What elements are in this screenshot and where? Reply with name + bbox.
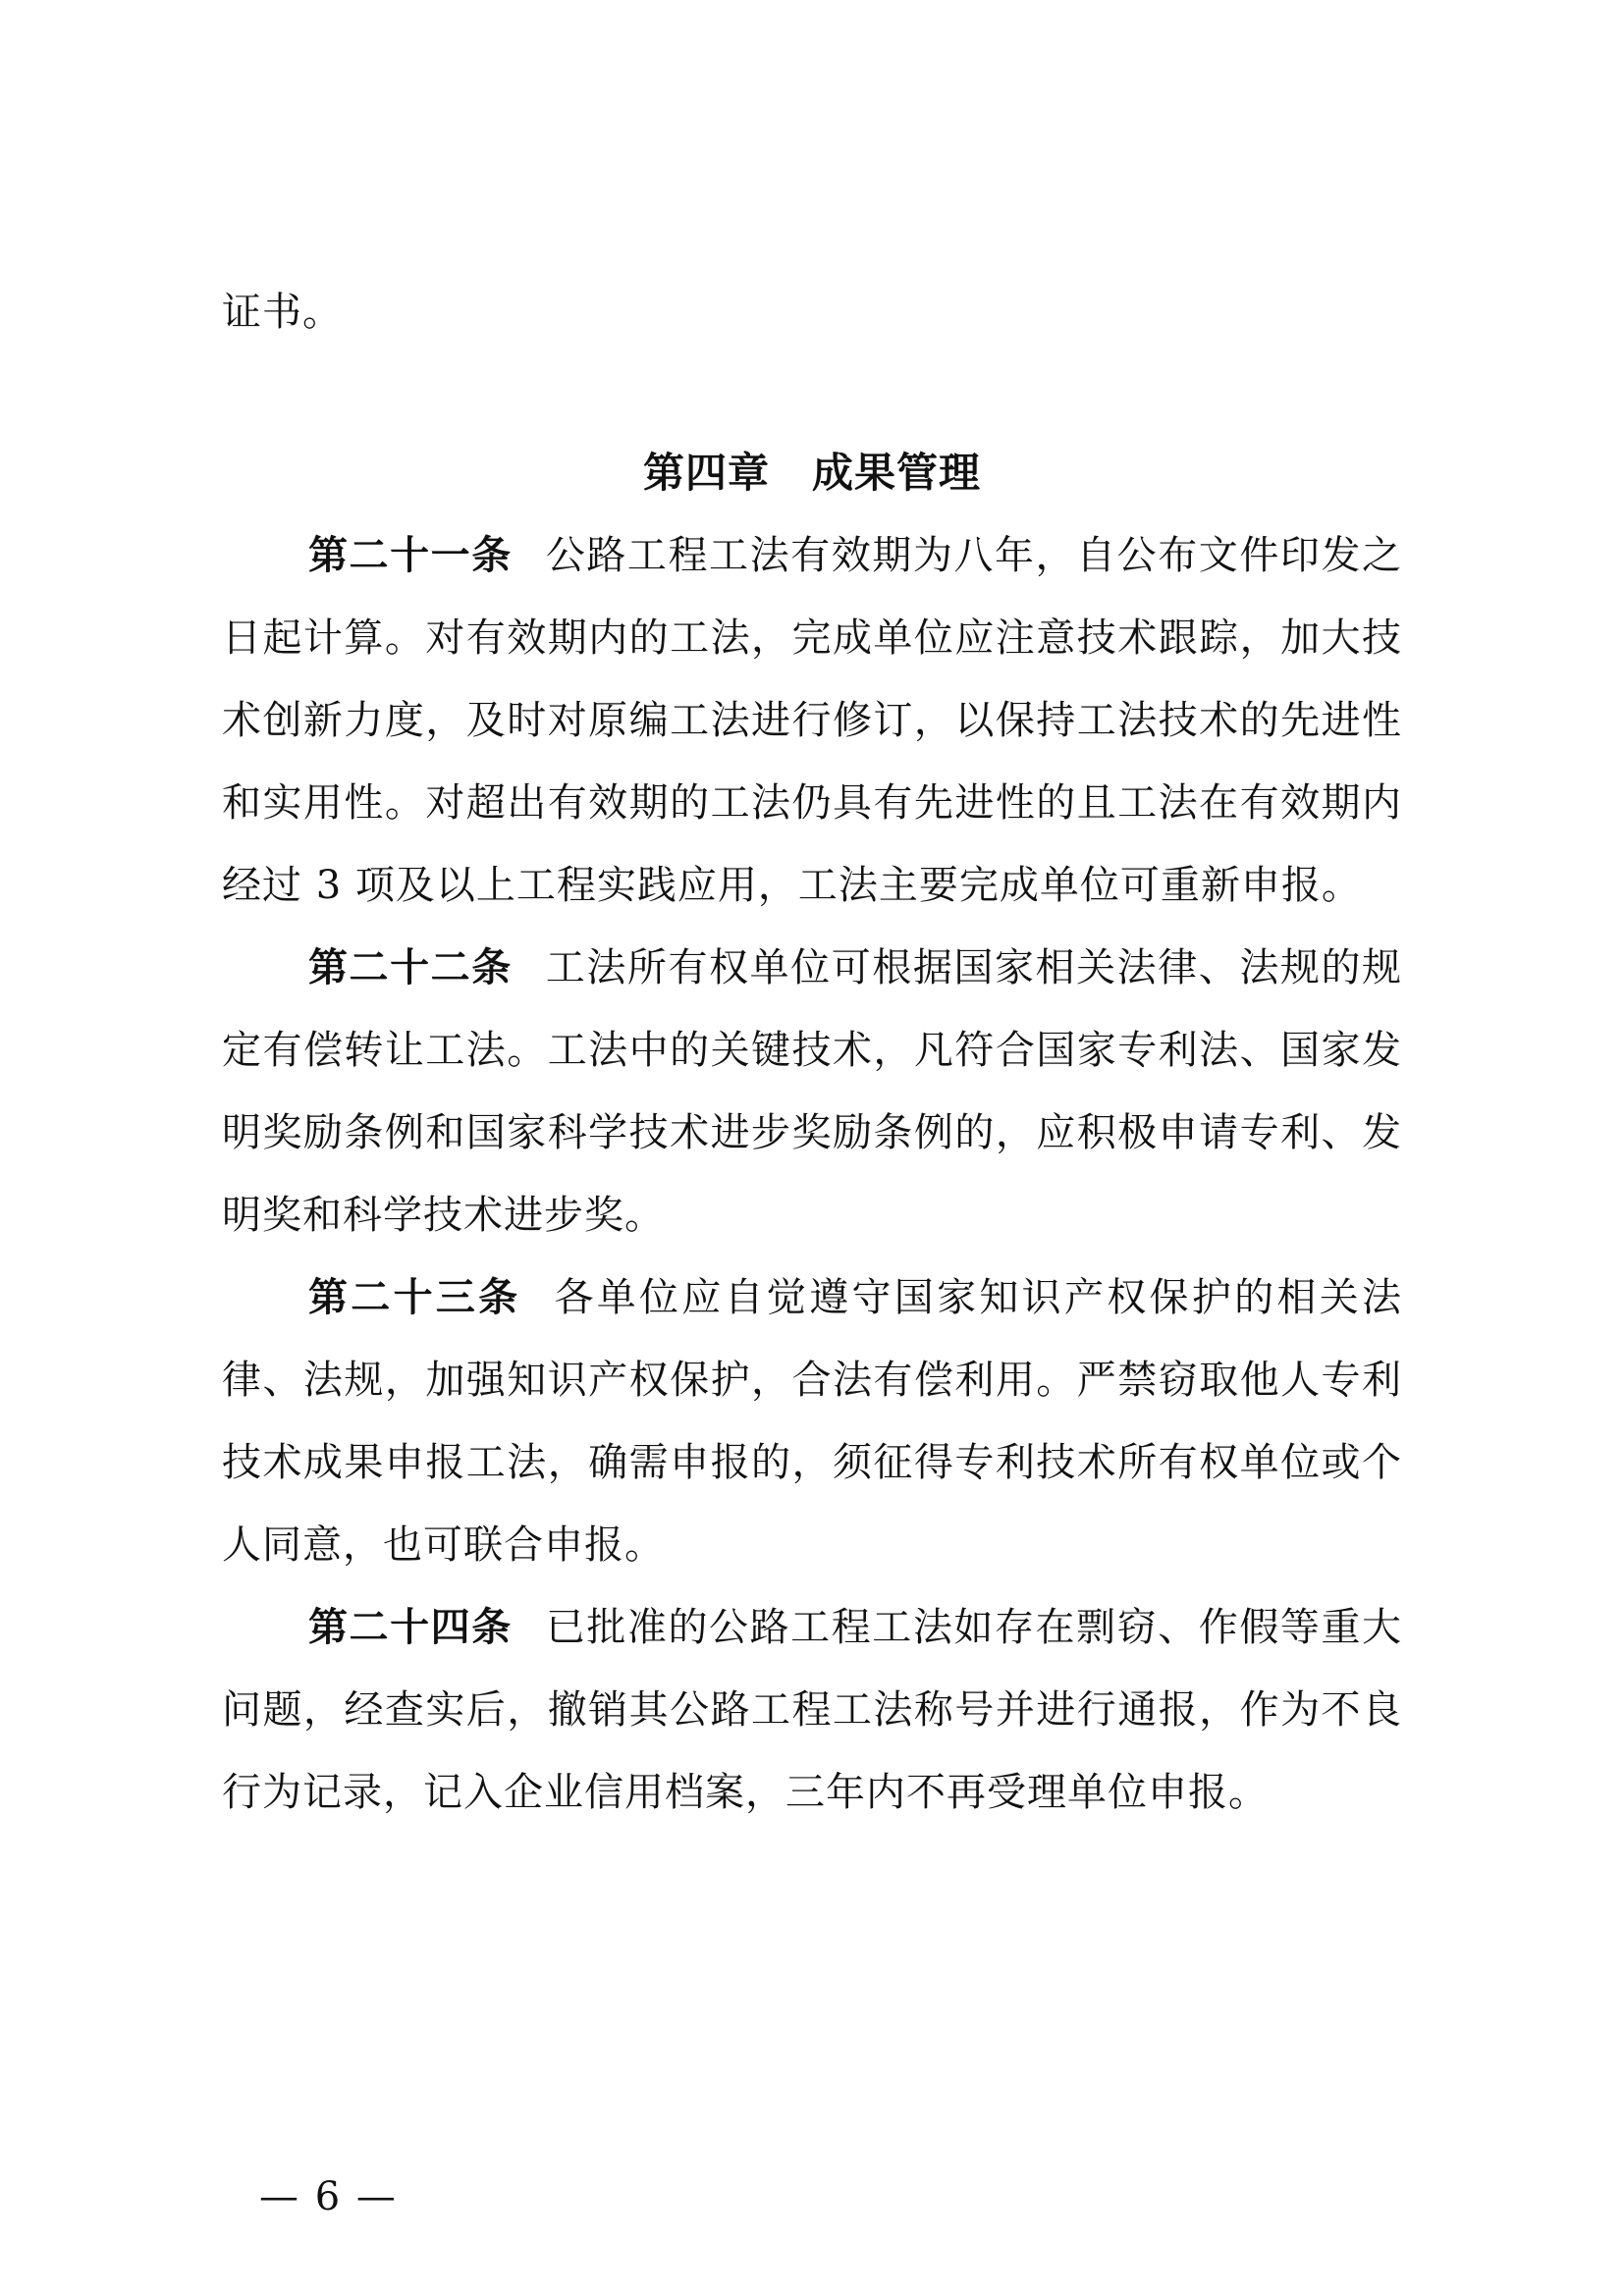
article-23 [222, 1256, 1402, 1586]
article-body: 公路工程工法有效期为八年，自公布文件印发之日起计算。对有效期内的工法，完成单位应注意技术跟踪，加大技术创新力度，及时对原编工法进行修订，以保持工法技术的先进性和实用性。对超出有效期的工法仍具有先进性的且工法在有效期内经过 3 项及以上工程实践应用，工法主要完成单位可重新申报。 [222, 533, 1403, 908]
article-heading: 第二十二条 [308, 945, 513, 990]
continuation-text: 证书。 [222, 290, 343, 335]
articles-section [222, 514, 1402, 1834]
article-heading: 第二十一条 [308, 533, 513, 578]
article-21 [222, 514, 1402, 927]
chapter-title: 第四章 成果管理 [642, 449, 981, 497]
article-body: 工法所有权单位可根据国家相关法律、法规的规定有偿转让工法。工法中的关键技术，凡符合国家专利法、国家发明奖励条例和国家科学技术进步奖励条例的，应积极申请专利、发明奖和科学技术进步奖。 [222, 945, 1403, 1238]
article-22 [222, 927, 1402, 1256]
page-number: — 6 — [259, 2174, 398, 2219]
article-heading: 第二十四条 [308, 1605, 513, 1650]
article-heading: 第二十三条 [308, 1275, 521, 1320]
article-body: 已批准的公路工程工法如存在剽窃、作假等重大问题，经查实后，撤销其公路工程工法称号并进行通报，作为不良行为记录，记入企业信用档案，三年内不再受理单位申报。 [222, 1605, 1403, 1815]
article-24 [222, 1586, 1402, 1834]
article-body: 各单位应自觉遵守国家知识产权保护的相关法律、法规，加强知识产权保护，合法有偿利用。严禁窃取他人专利技术成果申报工法，确需申报的，须征得专利技术所有权单位或个人同意，也可联合申报。 [222, 1275, 1403, 1568]
